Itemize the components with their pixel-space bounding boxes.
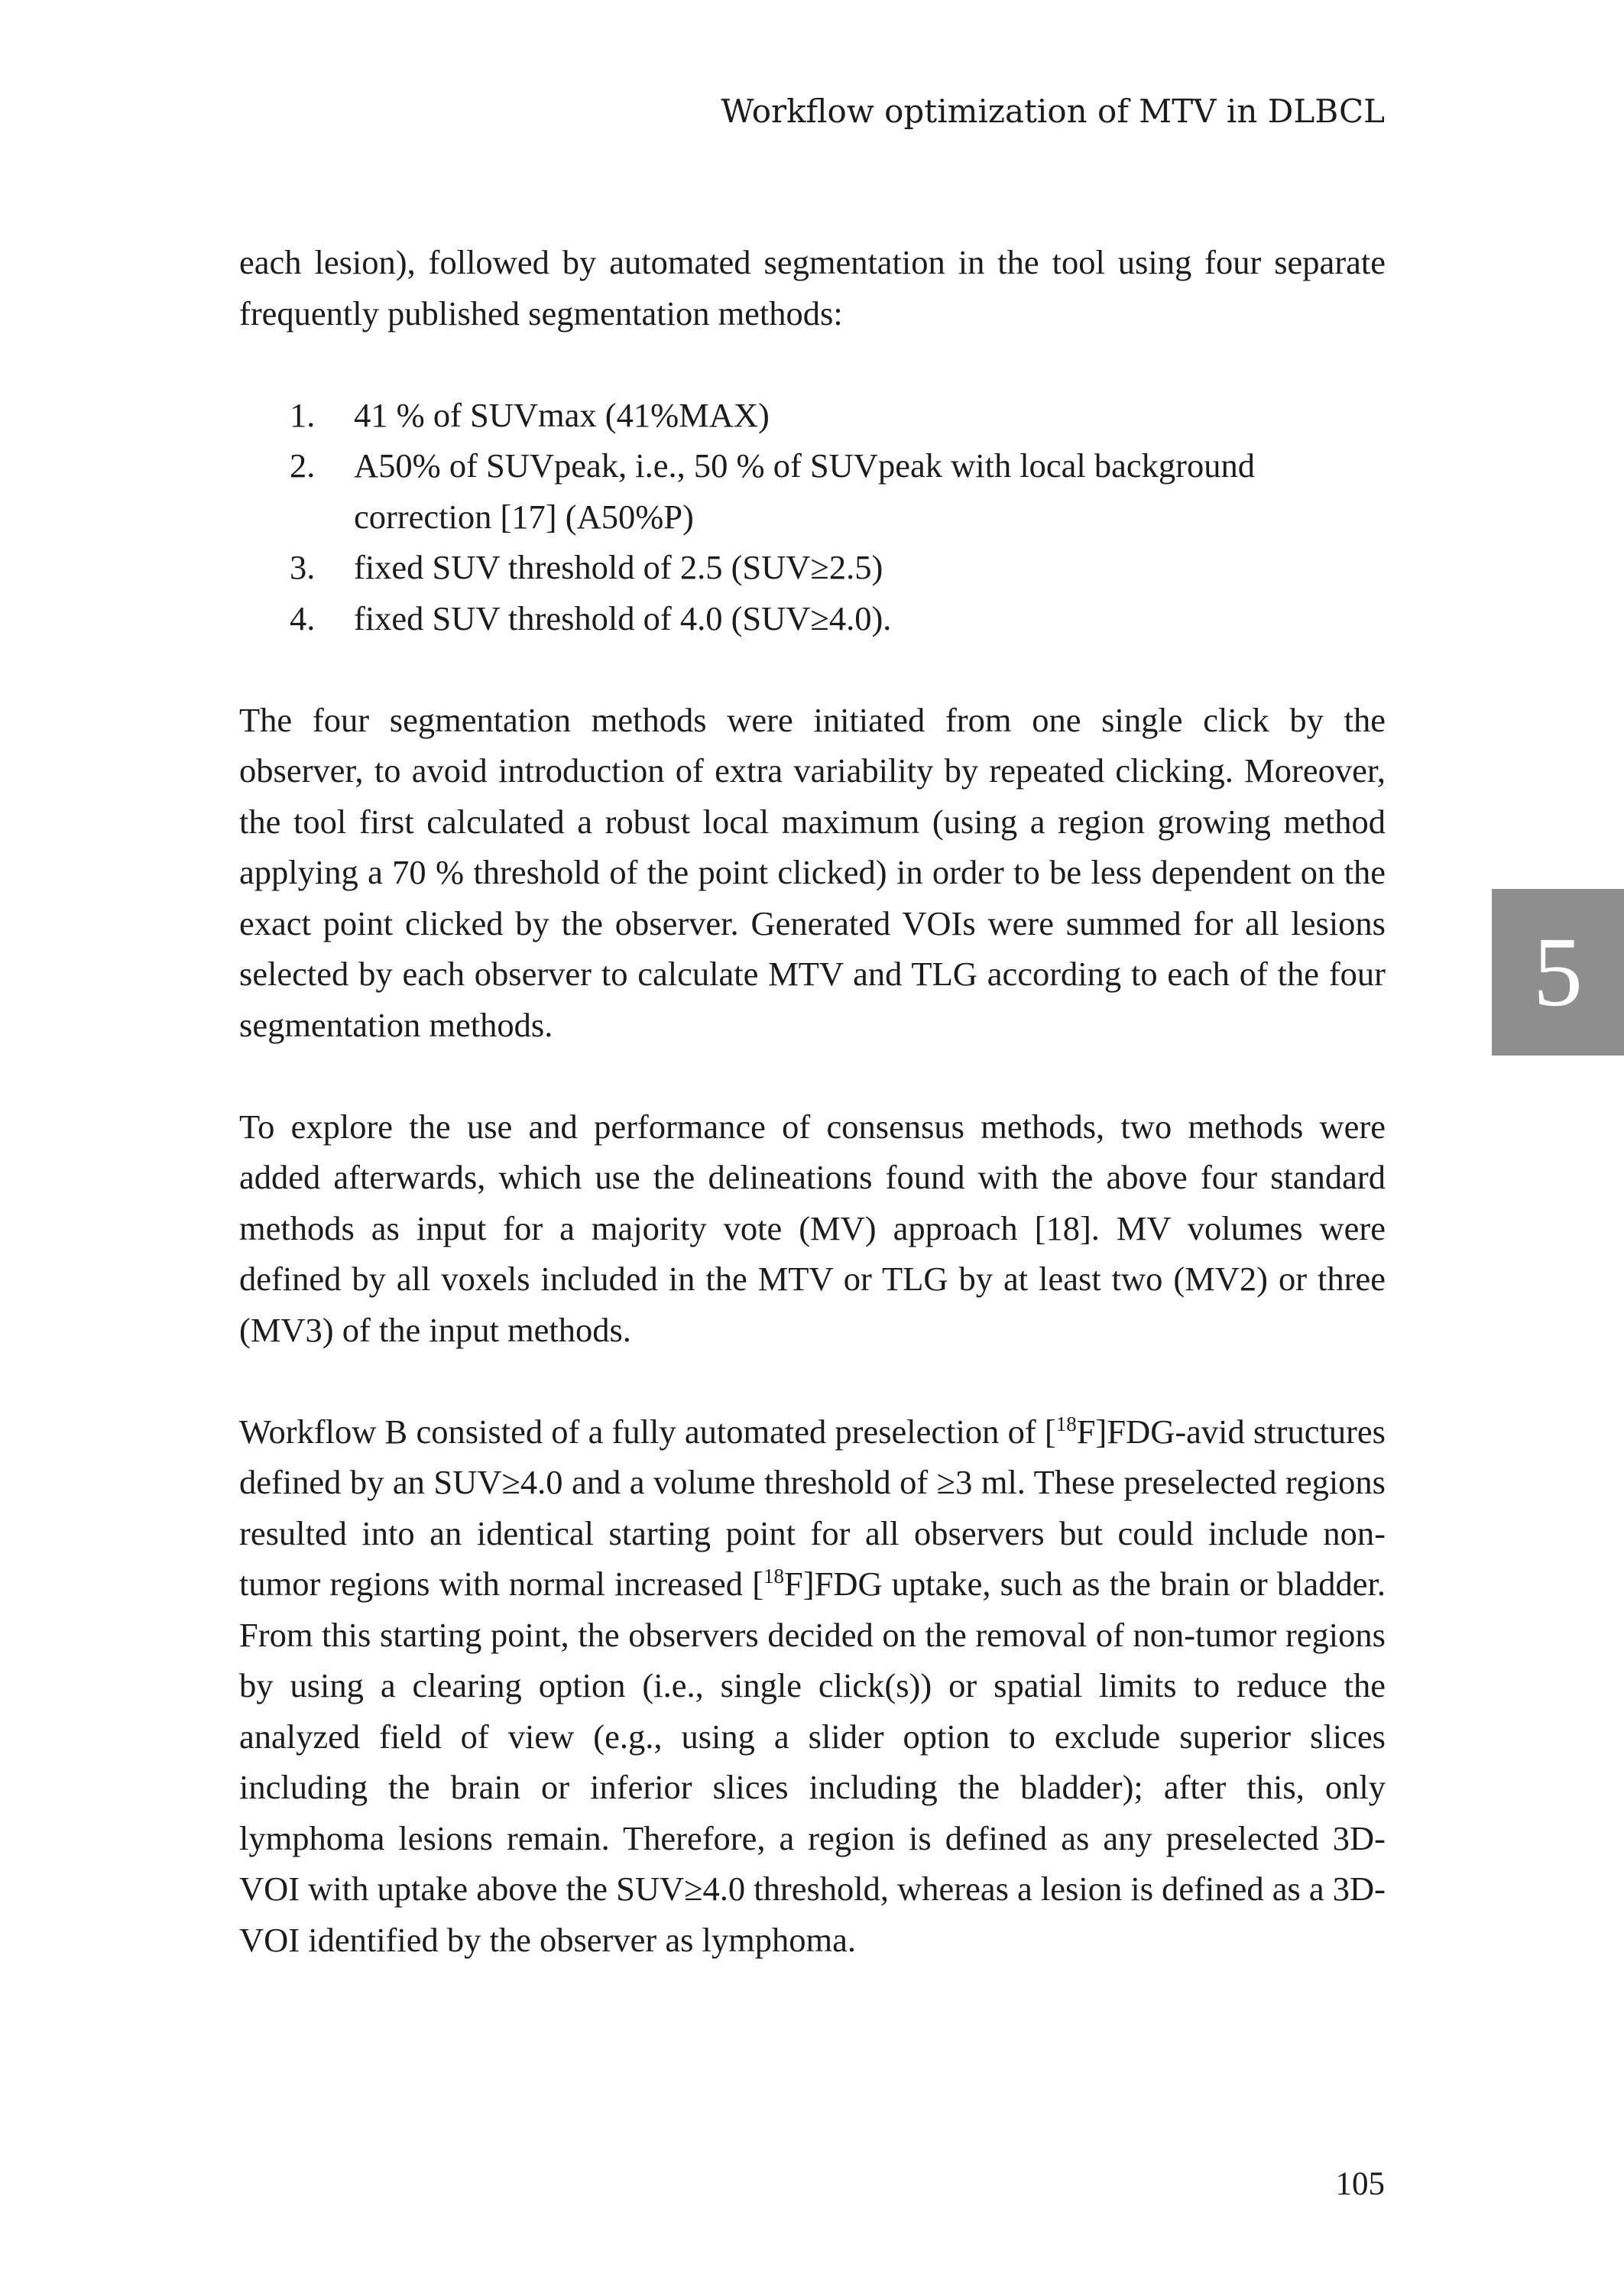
list-item-number: 1.: [290, 395, 316, 434]
paragraph-segmentation: The four segmentation methods were initiated from one single click by the observer, to avoid introduction of extra variability by repeated clicking. Moreover, the tool first calculated a robust local maximum (using a region growing method applying a 70 % threshold of the point clicked) in order to be less dependent on the exact point clicked by the observer. Generated VOIs were summed for all lesions selected by each observer to calculate MTV and TLG according to each of the four segmentation methods.: [239, 700, 1386, 1044]
list-item-number: 4.: [290, 598, 316, 637]
paragraph-consensus: To explore the use and performance of consensus methods, two methods were added afterwards, which use the delineations found with the above four standard methods as input for a majority vote (MV) approach [18]. MV volumes were defined by all voxels included in the MTV or TLG by at least two (MV2) or three (MV3) of the input methods.: [239, 1107, 1386, 1349]
superscript: 18: [763, 1565, 785, 1588]
spacer: [239, 1050, 1386, 1101]
workflow-b-text-3: F]FDG uptake, such as the brain or bladder. From this starting point, the observers decided on the removal of non-tumor regions by using a clearing option (i.e., single click(s)) or spatial limits to reduce the analyzed field of view (e.g., using a slider option to exclude superior slices including the brain or inferior slices including the bladder); after this, only lymphoma lesions remain. Therefore, a region is defined as any preselected 3D-VOI with uptake above the SUV≥4.0 threshold, whereas a lesion is defined as a 3D-VOI identified by the observer as lymphoma.: [239, 1565, 1386, 1959]
list-item: [239, 593, 1386, 644]
list-item-text: A50% of SUVpeak, i.e., 50 % of SUVpeak with local background correction [17] (A50%P): [354, 446, 1255, 536]
workflow-b-text-1: Workflow B consisted of a fully automated preselection of [: [239, 1412, 1056, 1451]
spacer: [239, 644, 1386, 695]
main-text: [239, 237, 1386, 1965]
superscript: 18: [1055, 1412, 1077, 1435]
list-item: [239, 440, 1386, 542]
list-item-text: fixed SUV threshold of 2.5 (SUV≥2.5): [354, 548, 883, 586]
paragraph-workflow-b: [239, 1406, 1386, 1966]
list-item-number: 2.: [290, 446, 316, 485]
chapter-tab: 5: [1492, 889, 1624, 1056]
list-item-text: 41 % of SUVmax (41%MAX): [354, 395, 770, 434]
workflow-b-text-2: F]FDG-avid structures defined by an SUV≥4.0 and a volume threshold of ≥3 ml. These preselected regions resulted into an identical starting point for all observers but could include non-tumor regions with normal increased [: [239, 1412, 1386, 1603]
spacer: [239, 1355, 1386, 1406]
list-item: [239, 542, 1386, 593]
list-item-number: 3.: [290, 548, 316, 586]
list-item-text: fixed SUV threshold of 4.0 (SUV≥4.0).: [354, 598, 892, 637]
list-item: [239, 390, 1386, 441]
page-number: 105: [1335, 2166, 1385, 2202]
intro-paragraph: each lesion), followed by automated segmentation in the tool using four separate frequently published segmentation methods:: [239, 243, 1386, 332]
running-header: Workflow optimization of MTV in DLBCL: [721, 92, 1385, 130]
segmentation-methods-list: [239, 390, 1386, 644]
spacer: [239, 339, 1386, 390]
